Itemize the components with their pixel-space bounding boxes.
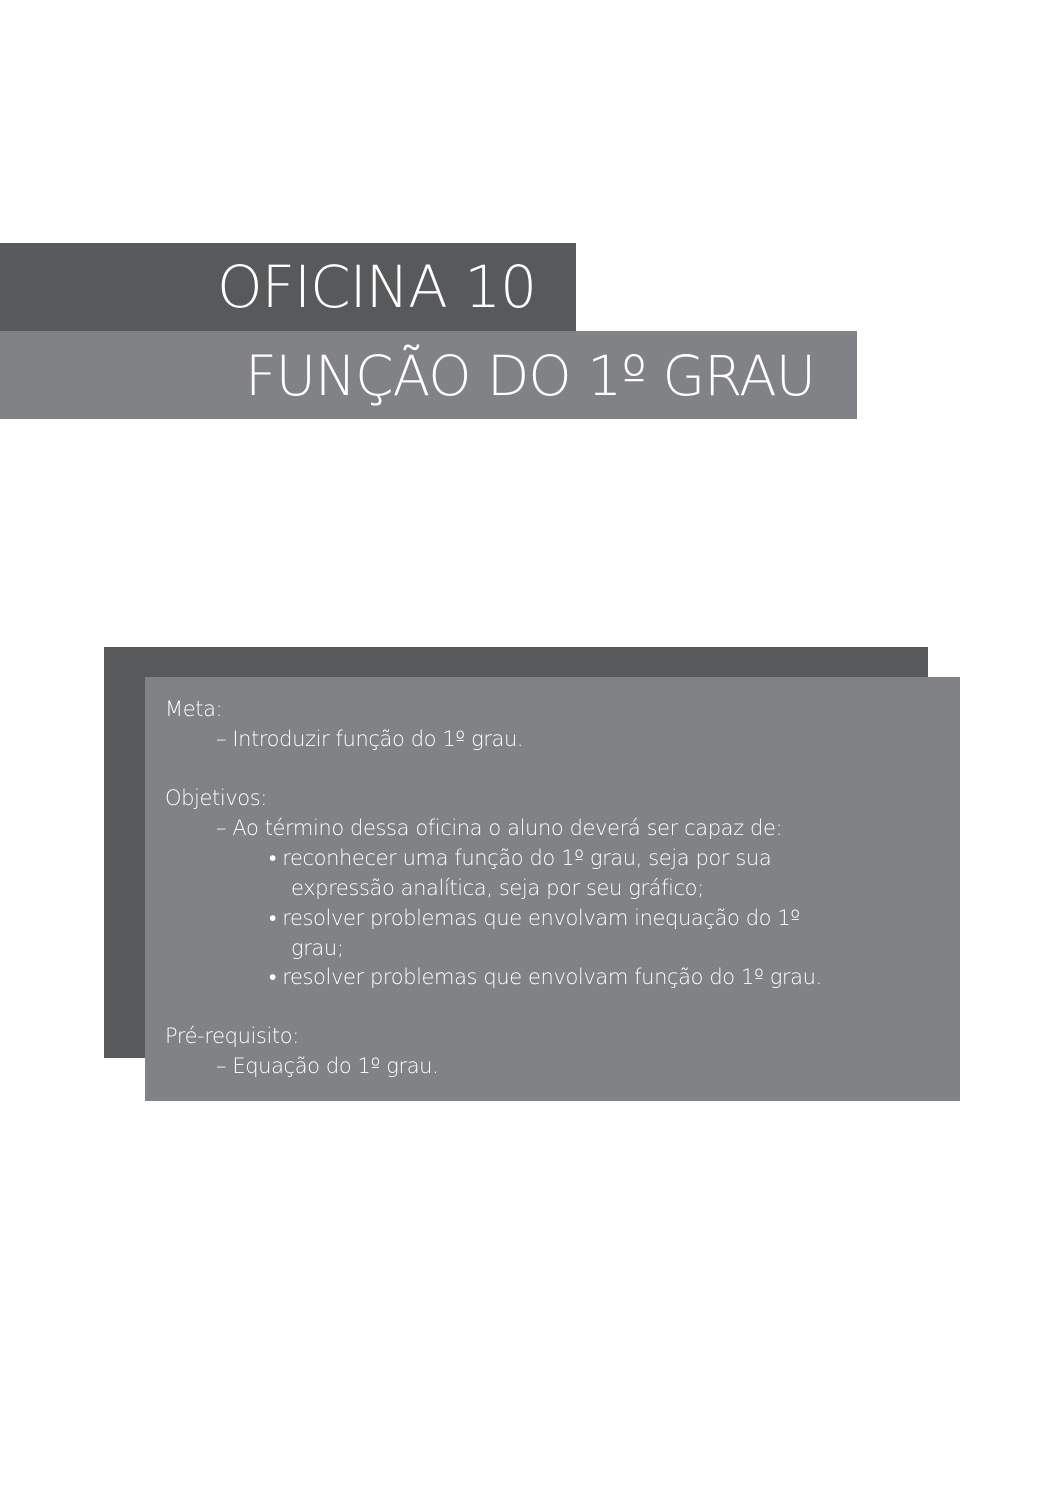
objetivo-bullet-1: • reconhecer uma função do 1º grau, seja por sua bbox=[269, 846, 772, 870]
info-box bbox=[145, 677, 960, 1101]
meta-item: – Introduzir função do 1º grau. bbox=[216, 727, 524, 751]
title-band-dark bbox=[0, 243, 576, 331]
workshop-title: OFICINA 10 bbox=[216, 253, 536, 321]
prerequisito-item: – Equação do 1º grau. bbox=[216, 1054, 439, 1078]
prerequisito-heading: Pré-requisito: bbox=[165, 1024, 299, 1048]
meta-heading: Meta: bbox=[165, 697, 223, 721]
topic-title: FUNÇÃO DO 1º GRAU bbox=[245, 344, 815, 408]
objetivo-bullet-2-continuation: grau; bbox=[291, 936, 344, 960]
objetivos-heading: Objetivos: bbox=[165, 786, 267, 810]
objetivo-bullet-2: • resolver problemas que envolvam inequação do 1º bbox=[269, 906, 800, 930]
objetivos-intro: – Ao término dessa oficina o aluno deverá ser capaz de: bbox=[216, 816, 783, 840]
title-band-light bbox=[0, 331, 857, 419]
objetivo-bullet-3: • resolver problemas que envolvam função do 1º grau. bbox=[269, 965, 822, 989]
objetivo-bullet-1-continuation: expressão analítica, seja por seu gráfico; bbox=[291, 876, 704, 900]
